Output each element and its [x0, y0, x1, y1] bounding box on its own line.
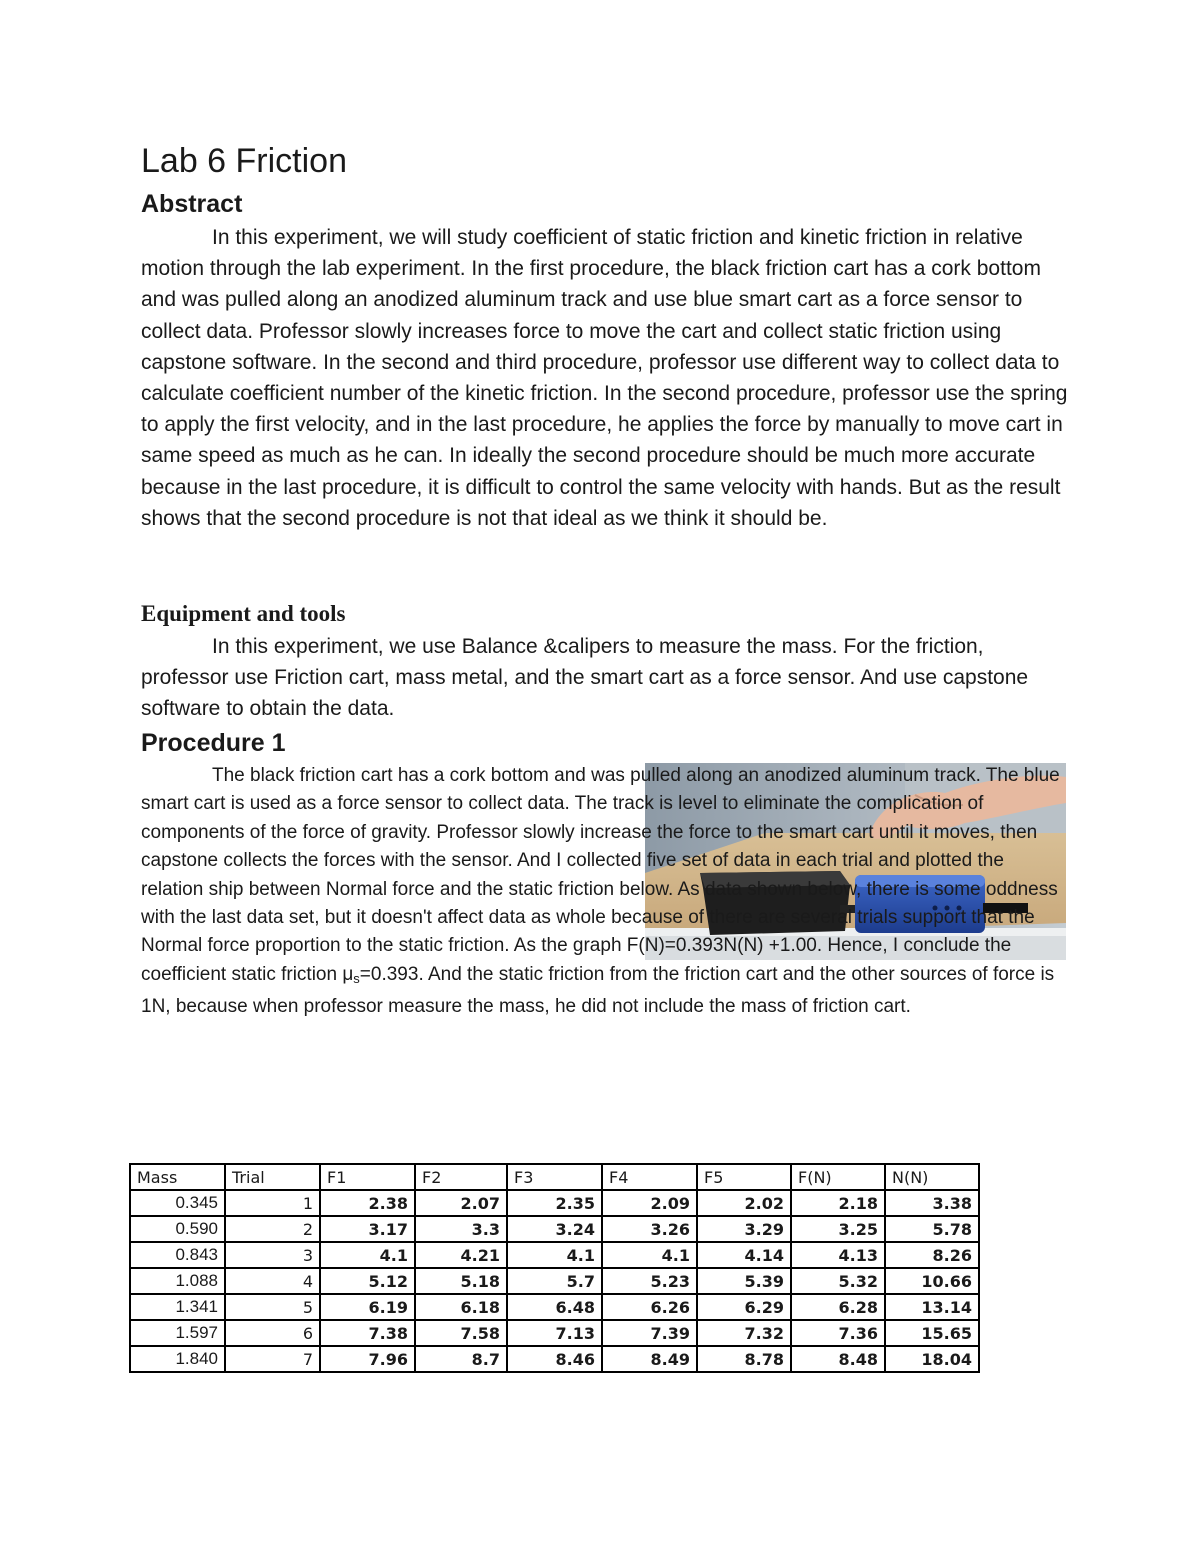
- cell-trial: 2: [225, 1216, 320, 1242]
- cell-fn: 6.28: [791, 1294, 885, 1320]
- cell-f5: 3.29: [697, 1216, 791, 1242]
- cell-fn: 8.48: [791, 1346, 885, 1372]
- cell-f5: 7.32: [697, 1320, 791, 1346]
- cell-f3: 7.13: [507, 1320, 602, 1346]
- cell-f4: 5.23: [602, 1268, 697, 1294]
- table-row: [130, 1268, 979, 1294]
- cell-mass: 1.597: [130, 1320, 225, 1346]
- cell-f1: 5.12: [320, 1268, 415, 1294]
- cell-f1: 7.96: [320, 1346, 415, 1372]
- procedure1-text: The black friction cart has a cork bottom and was pulled along an anodized aluminum track. The blue smart cart is used as a force sensor to collect data. The track is level to eliminate the complication of components of the force of gravity. Professor slowly increase the force to the smart cart until it moves, then capstone collects the forces with the sensor. And I collected five set of data in each trial and plotted the relation ship between Normal force and the static friction below. As data shown below, there is some oddness with the last data set, but it doesn't affect data as whole because of there are several trials support that the Normal force proportion to the static friction. As the graph F(N)=0.393N(N) +1.00. Hence, I conclude the coefficient static friction μ: [141, 765, 1060, 985]
- cell-trial: 3: [225, 1242, 320, 1268]
- cell-mass: 1.088: [130, 1268, 225, 1294]
- cell-trial: 5: [225, 1294, 320, 1320]
- cell-f5: 6.29: [697, 1294, 791, 1320]
- cell-trial: 4: [225, 1268, 320, 1294]
- table-row: [130, 1320, 979, 1346]
- cell-mass: 0.345: [130, 1190, 225, 1216]
- procedure1-heading: Procedure 1: [141, 729, 286, 757]
- page-title: Lab 6 Friction: [141, 142, 347, 180]
- mu-subscript: s: [353, 970, 360, 986]
- cell-f5: 8.78: [697, 1346, 791, 1372]
- cell-f4: 8.49: [602, 1346, 697, 1372]
- cell-f5: 5.39: [697, 1268, 791, 1294]
- cell-f4: 6.26: [602, 1294, 697, 1320]
- cell-trial: 7: [225, 1346, 320, 1372]
- cell-nn: 10.66: [885, 1268, 979, 1294]
- cell-nn: 3.38: [885, 1190, 979, 1216]
- cell-f5: 2.02: [697, 1190, 791, 1216]
- cell-nn: 15.65: [885, 1320, 979, 1346]
- cell-f3: 4.1: [507, 1242, 602, 1268]
- cell-f2: 5.18: [415, 1268, 507, 1294]
- cell-f1: 2.38: [320, 1190, 415, 1216]
- cell-f1: 3.17: [320, 1216, 415, 1242]
- cell-f2: 2.07: [415, 1190, 507, 1216]
- cell-trial: 6: [225, 1320, 320, 1346]
- cell-f2: 7.58: [415, 1320, 507, 1346]
- cell-f3: 8.46: [507, 1346, 602, 1372]
- cell-fn: 7.36: [791, 1320, 885, 1346]
- cell-f1: 6.19: [320, 1294, 415, 1320]
- cell-f2: 3.3: [415, 1216, 507, 1242]
- cell-f2: 6.18: [415, 1294, 507, 1320]
- cell-mass: 0.843: [130, 1242, 225, 1268]
- cell-nn: 8.26: [885, 1242, 979, 1268]
- equipment-text: In this experiment, we use Balance &calipers to measure the mass. For the friction, professor use Friction cart, mass metal, and the smart cart as a force sensor. And use capstone software to obtain the data.: [141, 635, 1029, 721]
- cell-f4: 2.09: [602, 1190, 697, 1216]
- cell-mass: 1.840: [130, 1346, 225, 1372]
- cell-nn: 13.14: [885, 1294, 979, 1320]
- cell-f5: 4.14: [697, 1242, 791, 1268]
- equipment-heading: Equipment and tools: [141, 601, 346, 626]
- cell-f4: 3.26: [602, 1216, 697, 1242]
- table-header-row: [130, 1164, 979, 1190]
- table-row: [130, 1294, 979, 1320]
- cell-mass: 0.590: [130, 1216, 225, 1242]
- header-nn: N(N): [885, 1164, 979, 1190]
- abstract-paragraph: [141, 222, 1071, 534]
- header-mass: Mass: [130, 1164, 225, 1190]
- cell-fn: 4.13: [791, 1242, 885, 1268]
- abstract-text: In this experiment, we will study coefficient of static friction and kinetic friction in relative motion through the lab experiment. In the first procedure, the black friction cart has a cork bottom and was pulled along an anodized aluminum track and use blue smart cart as a force sensor to collect data. Professor slowly increases force to move the cart and collect static friction using capstone software. In the second and third procedure, professor use different way to collect data to calculate coefficient number of the kinetic friction. In the second procedure, professor use the spring to apply the first velocity, and in the last procedure, he applies the force by manually to move cart in same speed as much as he can. In ideally the second procedure should be much more accurate because in the last procedure, it is difficult to control the same velocity with hands. But as the result shows that the second procedure is not that ideal as we think it should be.: [141, 226, 1068, 530]
- abstract-heading: Abstract: [141, 190, 243, 218]
- cell-trial: 1: [225, 1190, 320, 1216]
- cell-f3: 6.48: [507, 1294, 602, 1320]
- header-fn: F(N): [791, 1164, 885, 1190]
- cell-f3: 3.24: [507, 1216, 602, 1242]
- header-f4: F4: [602, 1164, 697, 1190]
- table-row: [130, 1216, 979, 1242]
- cell-nn: 18.04: [885, 1346, 979, 1372]
- header-trial: Trial: [225, 1164, 320, 1190]
- friction-data-table: [129, 1163, 980, 1373]
- cell-f1: 7.38: [320, 1320, 415, 1346]
- cell-fn: 3.25: [791, 1216, 885, 1242]
- procedure1-text-tail: =0.393. And the static friction from the friction cart and the other sources of force is 1N, because when professor measure the mass, he did not include the mass of friction cart.: [141, 963, 1055, 1018]
- cell-fn: 2.18: [791, 1190, 885, 1216]
- table-row: [130, 1190, 979, 1216]
- table-row: [130, 1346, 979, 1372]
- cell-nn: 5.78: [885, 1216, 979, 1242]
- header-f1: F1: [320, 1164, 415, 1190]
- table-row: [130, 1242, 979, 1268]
- header-f3: F3: [507, 1164, 602, 1190]
- cell-f4: 4.1: [602, 1242, 697, 1268]
- cell-f3: 5.7: [507, 1268, 602, 1294]
- header-f2: F2: [415, 1164, 507, 1190]
- procedure1-paragraph: [141, 762, 1061, 1022]
- cell-f2: 8.7: [415, 1346, 507, 1372]
- cell-f4: 7.39: [602, 1320, 697, 1346]
- equipment-paragraph: [141, 631, 1071, 725]
- cell-f1: 4.1: [320, 1242, 415, 1268]
- header-f5: F5: [697, 1164, 791, 1190]
- cell-mass: 1.341: [130, 1294, 225, 1320]
- cell-fn: 5.32: [791, 1268, 885, 1294]
- cell-f2: 4.21: [415, 1242, 507, 1268]
- cell-f3: 2.35: [507, 1190, 602, 1216]
